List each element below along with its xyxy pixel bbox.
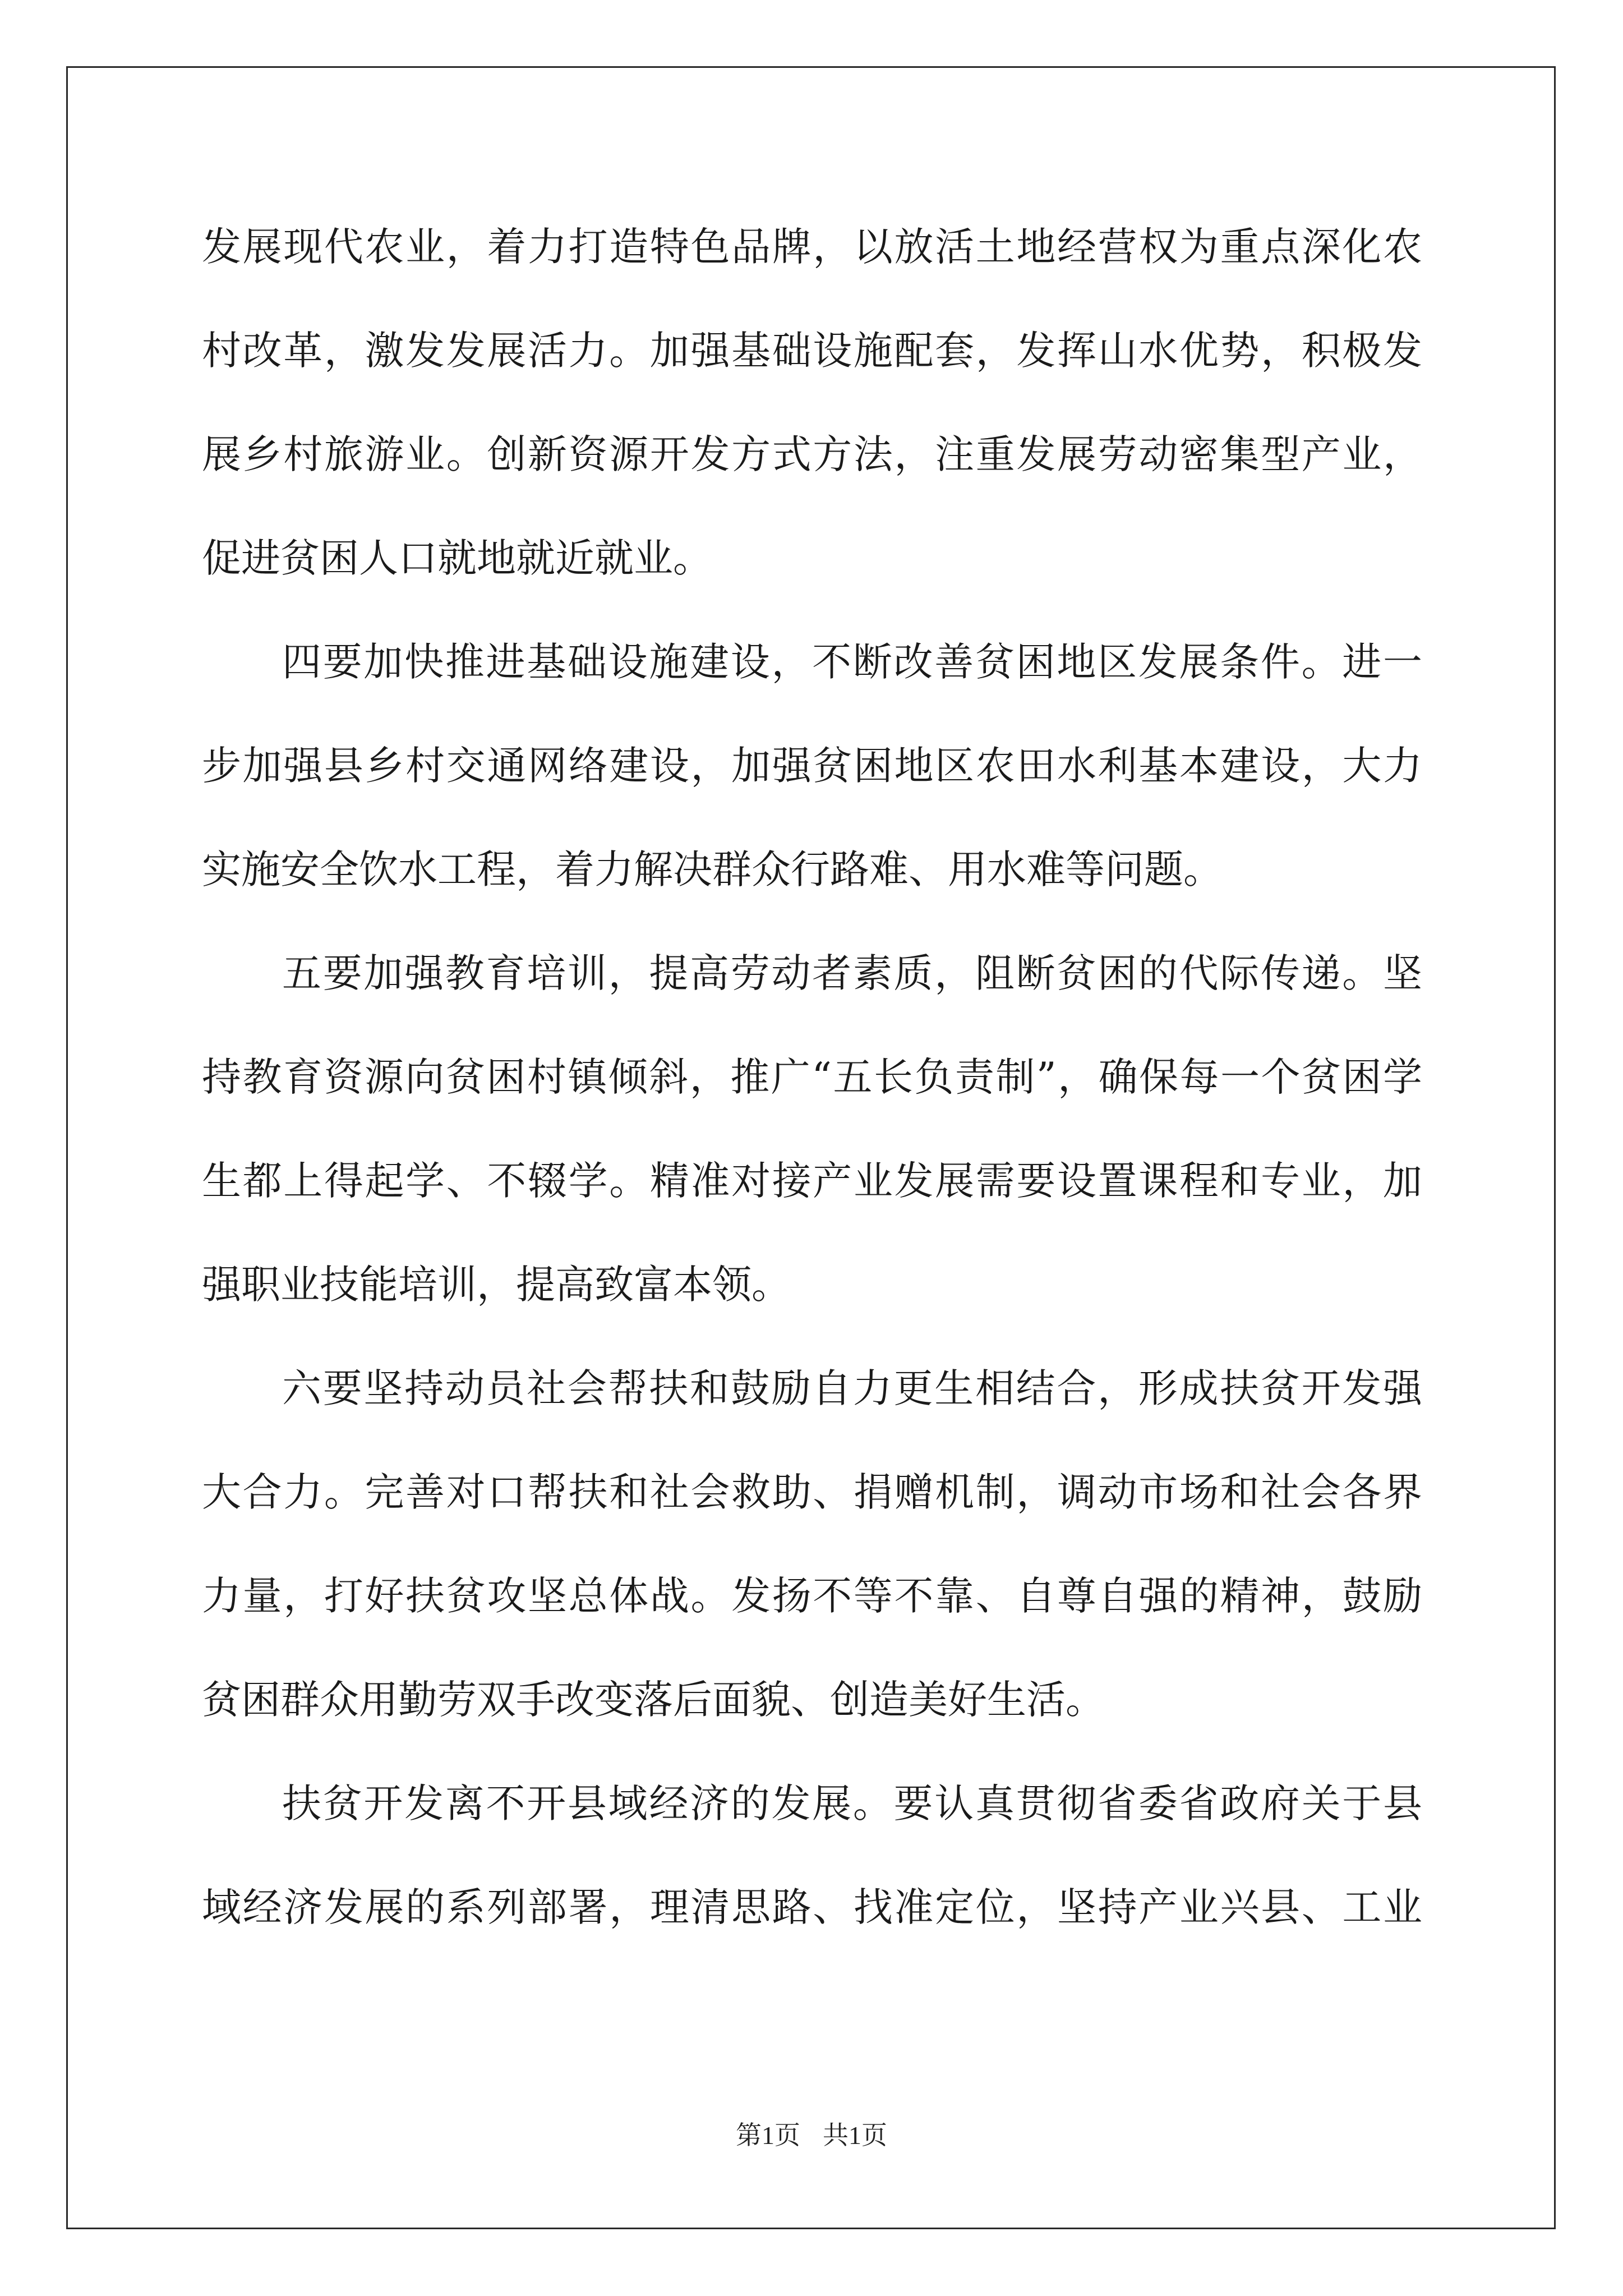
- text-line: 贫困群众用勤劳双手改变落后面貌、创造美好生活。: [202, 1677, 1105, 1723]
- text-line: 域经济发展的系列部署，理清思路、找准定位，坚持产业兴县、工业: [202, 1884, 1422, 1930]
- text-line: 展乡村旅游业。创新资源开发方式方法，注重发展劳动密集型产业，: [202, 431, 1422, 477]
- text-line: 扶贫开发离不开县域经济的发展。要认真贯彻省委省政府关于县: [282, 1780, 1422, 1826]
- text-line: 生都上得起学、不辍学。精准对接产业发展需要设置课程和专业，加: [202, 1158, 1422, 1204]
- text-line: 五要加强教育培训，提高劳动者素质，阻断贫困的代际传递。坚: [282, 950, 1422, 996]
- text-line: 步加强县乡村交通网络建设，加强贫困地区农田水利基本建设，大力: [202, 743, 1422, 789]
- page-number-current: 第1页: [736, 2121, 800, 2150]
- text-line: 持教育资源向贫困村镇倾斜，推广“五长负责制”，确保每一个贫困学: [202, 1054, 1422, 1100]
- text-line: 村改革，激发发展活力。加强基础设施配套，发挥山水优势，积极发: [202, 328, 1422, 374]
- text-line: 强职业技能培训，提高致富本领。: [202, 1262, 791, 1308]
- text-line: 大合力。完善对口帮扶和社会救助、捐赠机制，调动市场和社会各界: [202, 1469, 1422, 1515]
- text-line: 六要坚持动员社会帮扶和鼓励自力更生相结合，形成扶贫开发强: [282, 1365, 1422, 1411]
- text-line: 促进贫困人口就地就近就业。: [202, 535, 712, 581]
- page-footer: [0, 2115, 1623, 2152]
- document-body: [202, 213, 1422, 1977]
- text-line: 发展现代农业，着力打造特色品牌，以放活土地经营权为重点深化农: [202, 224, 1422, 270]
- page-number-total: 共1页: [823, 2121, 887, 2150]
- text-line: 力量，打好扶贫攻坚总体战。发扬不等不靠、自尊自强的精神，鼓励: [202, 1573, 1422, 1619]
- text-line: 四要加快推进基础设施建设，不断改善贫困地区发展条件。进一: [282, 639, 1422, 685]
- text-line: 实施安全饮水工程，着力解决群众行路难、用水难等问题。: [202, 846, 1223, 892]
